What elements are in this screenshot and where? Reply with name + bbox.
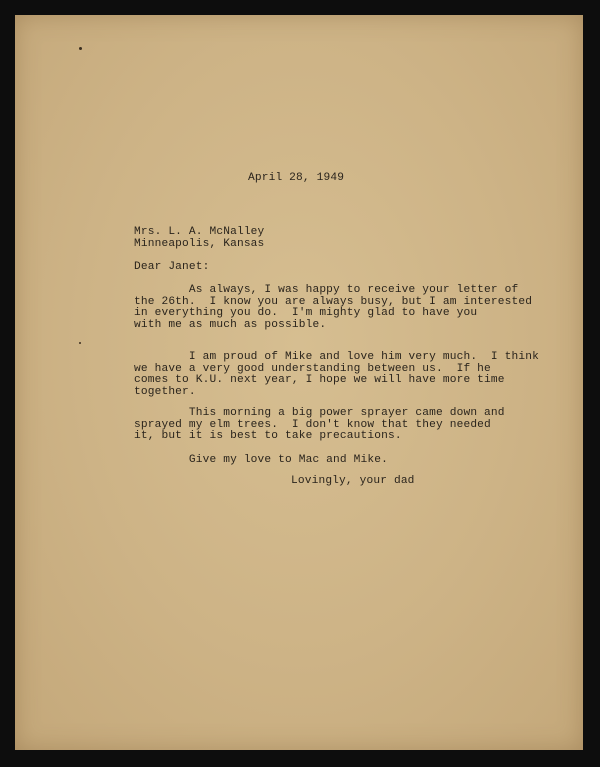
body-paragraph-2: I am proud of Mike and love him very much. I think we have a very good understanding between us. If he comes to K.U. next year, I hope we will have more time together. [134, 351, 539, 398]
body-paragraph-3: This morning a big power sprayer came down and sprayed my elm trees. I don't know that they needed it, but it is best to take precautions. [134, 407, 505, 442]
letter-date: April 28, 1949 [248, 172, 345, 184]
body-paragraph-4: Give my love to Mac and Mike. [134, 454, 388, 466]
closing-signoff: Lovingly, your dad [291, 475, 415, 487]
recipient-address [134, 227, 264, 250]
recipient-city: Minneapolis, Kansas [134, 237, 265, 250]
letter-page [15, 15, 583, 750]
recipient-name: Mrs. L. A. McNalley [134, 226, 265, 238]
paper-speck [79, 342, 81, 344]
paper-speck [79, 47, 82, 50]
salutation: Dear Janet: [134, 261, 210, 273]
body-paragraph-1: As always, I was happy to receive your letter of the 26th. I know you are always busy, but I am interested in everything you do. I'm mighty glad to have you with me as much as possible. [134, 284, 533, 331]
